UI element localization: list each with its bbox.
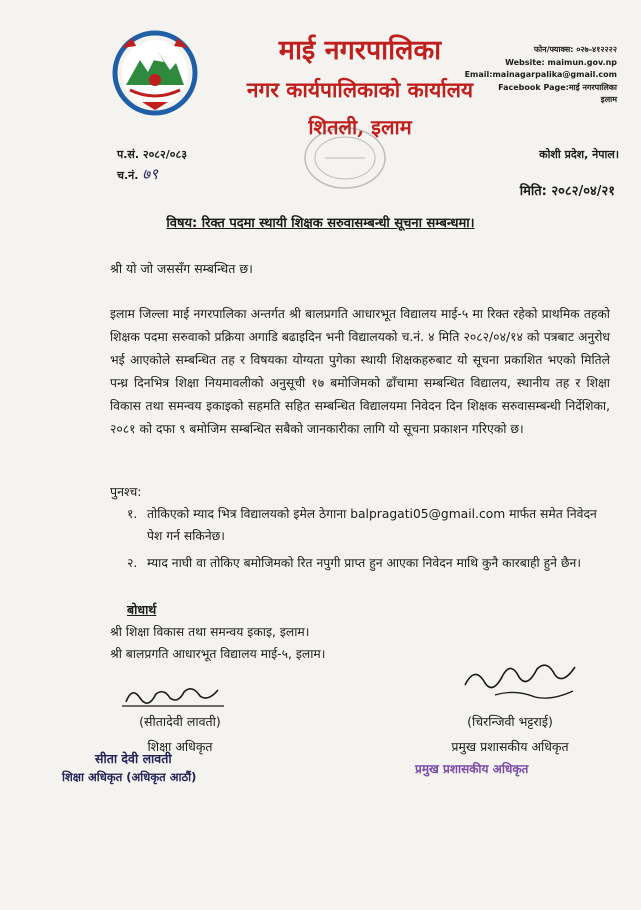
office-seal-stamp <box>300 122 390 194</box>
left-signatory-name: (सीतादेवी लावती) <box>139 714 221 729</box>
left-stamp-name: सीता देवी लावती <box>95 751 172 766</box>
left-signatory-designation: शिक्षा अधिकृत <box>147 739 213 754</box>
left-handwritten-signature <box>118 680 228 710</box>
ref-cn-label: च.नं. <box>117 169 139 182</box>
ref-ps-number: प.सं. २०८२/०८३ <box>117 148 187 161</box>
header-office: नगर कार्यपालिकाको कार्यालय <box>246 77 474 102</box>
ref-cn <box>117 164 158 184</box>
ref-cn-value: ७९ <box>142 165 158 183</box>
contact-facebook: Facebook Page:माई नगरपालिका <box>498 82 617 92</box>
postscript-item <box>127 552 617 598</box>
postscript-item-number: २. <box>127 556 138 570</box>
info-recipient: श्री शिक्षा विकास तथा समन्वय इकाइ, इलाम। <box>110 625 310 639</box>
letter-subject <box>0 213 641 231</box>
postscript-item-text: तोकिएको म्याद भित्र विद्यालयको इमेल ठेगाना balpragati05@gmail.com मार्फत समेत निवेदन पेश गर्न सकिनेछ। <box>147 507 597 543</box>
info-heading: बोधार्थ <box>127 602 157 617</box>
province-label: कोशी प्रदेश, नेपाल। <box>539 148 619 161</box>
right-signatory-name: (चिरन्जिवी भट्टराई) <box>467 714 553 729</box>
contact-website: Website: maimun.gov.np <box>505 57 617 67</box>
right-handwritten-signature <box>455 655 585 705</box>
left-stamp-title: शिक्षा अधिकृत (अधिकृत आठौं) <box>62 770 197 784</box>
letter-date: मिति: २०८२/०४/२१ <box>519 184 615 199</box>
postscript-item-text: म्याद नाघी वा तोकिए बमोजिमको रित नपुगी प्राप्त हुन आएका निवेदन माथि कुनै कारबाही हुने छैन। <box>147 556 581 570</box>
municipality-logo-emblem <box>112 30 198 116</box>
letter-subject-text: विषय: रिक्त पदमा स्थायी शिक्षक सरुवासम्बन्धी सूचना सम्बन्धमा। <box>166 216 475 231</box>
letter-body: इलाम जिल्ला माई नगरपालिका अन्तर्गत श्री बालप्रगति आधारभूत विद्यालय माई-५ मा रिक्त रहेको प्राथमिक तहको शिक्षक पदमा सरुवाको प्रक्रिया अगाडि बढाइदिन भनी विद्यालयको च.नं. ४ मिति २०८२/०४/१४ को पत्रबाट अनुरोध भई आएकोले सम्बन्धित तह र विषयका योग्यता पुगेका स्थायी शिक्षकहरुबाट यो सूचना प्रकाशित भएको मितिले पन्ध्र दिनभित्र शिक्षा नियमावलीको अनुसूची १७ बमोजिमको ढाँचामा सम्बन्धित विद्यालय, स्थानीय तह र शिक्षा विकास तथा समन्वय इकाइको सहमति सहित सम्बन्धित विद्यालयमा निवेदन दिन शिक्षक सरुवासम्बन्धी निर्देशिका, २०८१ को दफा ९ बमोजिम सम्बन्धित सबैको जानकारीका लागि यो सूचना प्रकाशन गरिएको छ। <box>110 307 610 436</box>
contact-phone: फोन/फ्याक्स: ०२७-४१२२२२ <box>533 45 617 54</box>
header-municipality: माई नगरपालिका <box>278 35 442 66</box>
info-recipient: श्री बालप्रगति आधारभूत विद्यालय माई-५, इलाम। <box>110 647 326 661</box>
postscript-item-number: १. <box>127 507 138 521</box>
letter-salutation: श्री यो जो जससँग सम्बन्धित छ। <box>110 261 253 276</box>
contact-district: इलाम <box>600 95 617 104</box>
header-location: शितली, इलाम <box>308 115 412 139</box>
right-signatory-designation: प्रमुख प्रशासकीय अधिकृत <box>451 739 569 754</box>
right-stamp-title: प्रमुख प्रशासकीय अधिकृत <box>415 762 529 776</box>
contact-block <box>447 44 617 107</box>
contact-email: Email:mainagarpalika@gmail.com <box>464 70 617 79</box>
postscript-label: पुनश्च: <box>110 484 142 499</box>
postscript-item <box>127 503 617 549</box>
